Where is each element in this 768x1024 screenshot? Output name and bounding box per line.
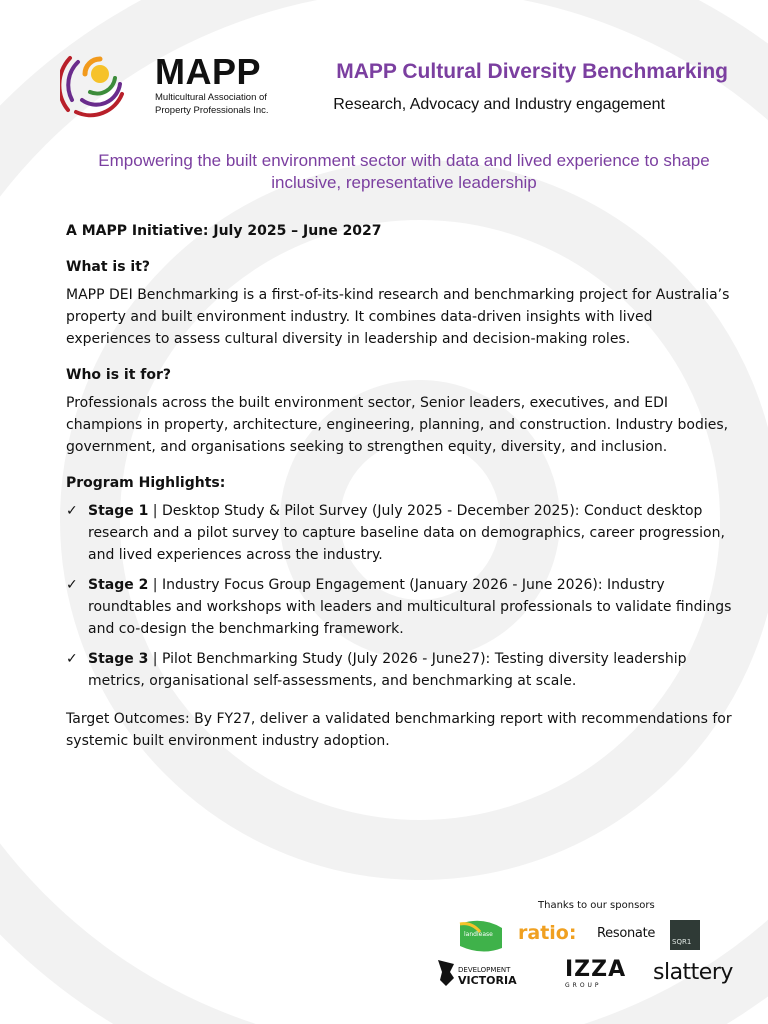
list-item: [66, 574, 736, 640]
target-outcomes: Target Outcomes: By FY27, deliver a validated benchmarking report with recommendations for systemic built environment industry adoption.: [66, 711, 732, 749]
stage-label: Stage 2: [88, 577, 149, 593]
landlease-label: landlease: [464, 931, 493, 938]
page-title: MAPP Cultural Diversity Benchmarking: [336, 60, 728, 83]
initiative-dates: A MAPP Initiative: July 2025 – June 2027: [66, 223, 382, 239]
landlease-logo: [458, 918, 504, 954]
page-subtitle: Research, Advocacy and Industry engagement: [333, 96, 665, 113]
stage-text: | Desktop Study & Pilot Survey (July 2025 - December 2025): Conduct desktop research and a pilot survey to capture baseline data on demographics, career progression, and lived experiences across the industry.: [88, 503, 725, 563]
stage-text: | Industry Focus Group Engagement (January 2026 - June 2026): Industry roundtables and workshops with leaders and multicultural professionals to validate findings and co-design the benchmarking framework.: [88, 577, 732, 637]
development-victoria-logo: [436, 956, 520, 992]
ratio-logo: ratio:: [518, 922, 577, 944]
logo-wordmark: [155, 51, 269, 116]
what-text: MAPP DEI Benchmarking is a first-of-its-kind research and benchmarking project for Australia’s property and built environment industry. It combines data-driven insights with lived experiences to assess cultural diversity in leadership and decision-making roles.: [66, 287, 730, 347]
checkmark-icon: ✓: [66, 577, 78, 593]
devvic-line2: VICTORIA: [458, 974, 517, 987]
sponsors-heading: Thanks to our sponsors: [538, 900, 655, 911]
izza-name: IZZA: [565, 957, 627, 982]
slattery-logo: slattery: [653, 960, 733, 985]
izza-sub: GROUP: [565, 982, 602, 989]
stage-label: Stage 3: [88, 651, 149, 667]
stage-label: Stage 1: [88, 503, 149, 519]
list-item: [66, 500, 736, 566]
checkmark-icon: ✓: [66, 503, 78, 519]
mapp-logo-icon: [60, 54, 126, 120]
highlights-list: [66, 500, 736, 692]
logo-subtitle-line1: Multicultural Association of: [155, 92, 267, 103]
who-text: Professionals across the built environment sector, Senior leaders, executives, and EDI champions in property, architecture, engineering, planning, and construction. Industry bodies, government, and organisations seeking to strengthen equity, diversity, and inclusion.: [66, 395, 729, 455]
list-item: [66, 648, 736, 692]
what-heading: What is it?: [66, 259, 151, 275]
resonate-logo: Resonate: [597, 926, 656, 941]
stage-text: | Pilot Benchmarking Study (July 2026 - June27): Testing diversity leadership metrics, organisational self-assessments, and benchmarking at scale.: [88, 651, 687, 689]
logo-subtitle-line2: Property Professionals Inc.: [155, 105, 269, 116]
logo-name: MAPP: [155, 51, 262, 92]
devvic-line1: DEVELOPMENT: [458, 966, 511, 974]
who-heading: Who is it for?: [66, 367, 172, 383]
tagline: Empowering the built environment sector with data and lived experience to shape inclusive, representative leadership: [98, 151, 710, 192]
highlights-heading: Program Highlights:: [66, 475, 226, 491]
checkmark-icon: ✓: [66, 651, 78, 667]
document-body: [66, 220, 736, 752]
victoria-map-icon: [436, 956, 456, 990]
izza-logo: [565, 959, 629, 989]
sqr1-logo: [670, 920, 700, 950]
sqr1-label: SQR1: [672, 938, 692, 946]
